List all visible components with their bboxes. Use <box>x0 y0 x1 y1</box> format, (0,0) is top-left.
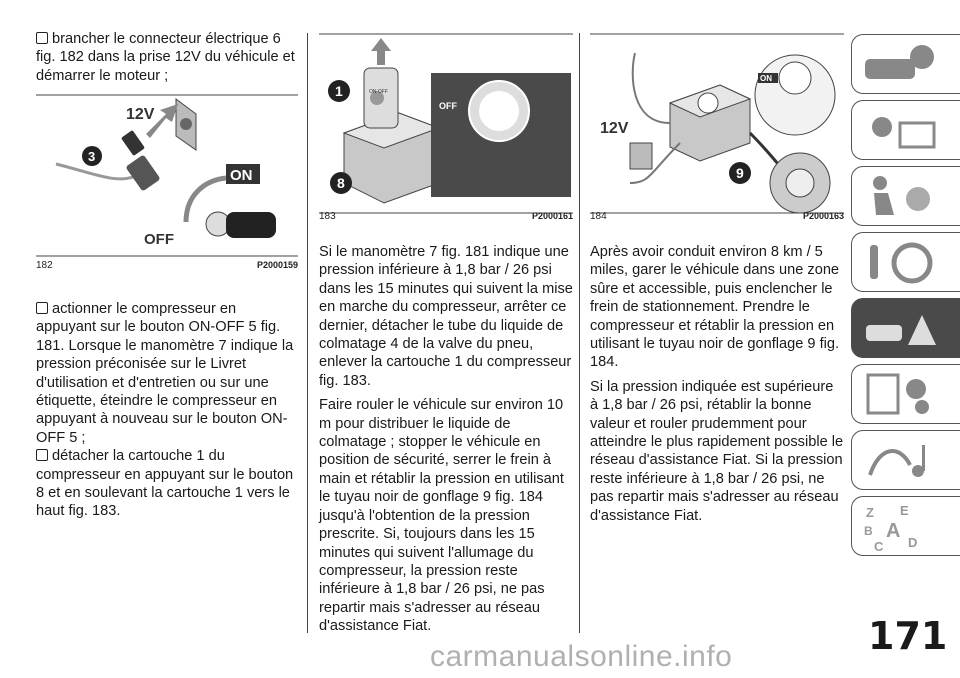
maintenance-icon <box>860 369 940 419</box>
label-on-off: ON OFF <box>369 89 388 95</box>
callout-3: 3 <box>88 149 96 164</box>
tab-seat-airbag[interactable] <box>851 166 960 226</box>
tab-car-info[interactable] <box>851 34 960 94</box>
instruction-cartridge: détacher la cartouche 1 du compresseur en appuyant sur le bouton 8 et en soulevant la cartouche 1 vers le haut fig. 183. <box>36 448 294 520</box>
paragraph-pressure-low: Si le manomètre 7 fig. 181 indique une pression inférieure à 1,8 bar / 26 psi dans les 15 minutes qui suivent la mise en marche du compresseur, arrêter ce dernier, détacher le tube du liquide de colmatage 4 de la valve du pneu, enlever la cartouche 1 du compresseur fig. 183. <box>319 244 573 389</box>
svg-text:D: D <box>908 535 918 550</box>
column-1 <box>36 30 298 91</box>
figure-183: 1 8 OFF ON OFF 183 P2000161 <box>319 33 573 221</box>
svg-text:A: A <box>886 520 901 542</box>
emergency-triangle-icon <box>860 303 940 353</box>
callout-8: 8 <box>337 175 345 191</box>
figure-184: ON 12V 9 184 P2000163 <box>590 33 844 221</box>
column-divider-1 <box>307 33 308 633</box>
tab-emergency[interactable] <box>851 298 960 358</box>
svg-text:C: C <box>874 539 884 554</box>
instruction-compressor: actionner le compresseur en appuyant sur le bouton ON-OFF 5 fig. 181. Lorsque le manomètre 7 indique la pression préconisée sur le Livret d'utilisation et d'entretien ou sur une étiquette, éteindre le compresseur en appuyant à nouveau sur le bouton ON-OFF 5 ; <box>36 301 294 446</box>
column-2 <box>319 243 573 642</box>
callout-1: 1 <box>335 83 343 99</box>
label-off: OFF <box>439 101 457 111</box>
checkbox-bullet-icon <box>36 302 48 314</box>
label-on: ON <box>230 167 253 184</box>
paragraph-pressure-check: Si la pression indiquée est supérieure à 1,8 bar / 26 psi, rétablir la bonne valeur et rouler prudemment pour atteindre le plus rapidement possible le réseau d'assistance Fiat. Si la pression reste inférieure à 1,8 bar / 26 psi, ne pas repartir mais s'adresser au réseau d'assistance Fiat. <box>590 378 844 524</box>
seat-airbag-icon <box>860 171 940 221</box>
svg-text:Z: Z <box>866 505 874 520</box>
callout-9: 9 <box>736 165 744 181</box>
label-off: OFF <box>144 231 174 248</box>
car-info-icon <box>860 39 940 89</box>
tab-steering-wheel[interactable] <box>851 232 960 292</box>
paragraph-drive-10m: Faire rouler le véhicule sur environ 10 m pour distribuer le liquide de colmatage ; stopper le véhicule en position de sécurité, serrer le frein à main et rétablir la pression en utilisant le tuyau noir de gonflage 9 fig. 184 jusqu'à l'obtention de la pression prescrite. Si, toujours dans les 15 minutes qui suivent l'allumage du compresseur, la pression reste inférieure à 1,8 bar / 26 psi, ne pas repartir mais s'adresser au réseau d'assistance Fiat. <box>319 397 564 635</box>
label-12v: 12V <box>126 106 155 123</box>
tab-index[interactable] <box>851 496 960 556</box>
label-12v: 12V <box>600 120 629 137</box>
svg-text:E: E <box>900 503 909 518</box>
figure-182: 12V 3 ON OFF 182 P2000159 <box>36 94 298 264</box>
checkbox-bullet-icon <box>36 32 48 44</box>
dashboard-lights-icon <box>860 105 940 155</box>
label-on: ON <box>760 74 772 83</box>
tab-multimedia[interactable] <box>851 430 960 490</box>
tab-dashboard-lights[interactable] <box>851 100 960 160</box>
checkbox-bullet-icon <box>36 449 48 461</box>
svg-text:B: B <box>864 524 873 538</box>
column-divider-2 <box>579 33 580 633</box>
index-letters-icon <box>860 501 940 555</box>
tab-maintenance[interactable] <box>851 364 960 424</box>
column-3 <box>590 243 844 531</box>
watermark: carmanualsonline.info <box>430 640 733 673</box>
page-number: 171 <box>868 614 948 658</box>
multimedia-icon <box>860 435 940 485</box>
paragraph-after-8km: Après avoir conduit environ 8 km / 5 miles, garer le véhicule dans une zone sûre et accessible, puis enclencher le frein de stationnement. Prendre le compresseur et rétablir la pression en utilisant le tuyau noir de gonflage 9 fig. 184. <box>590 244 840 371</box>
steering-wheel-icon <box>860 237 940 287</box>
column-1-lower <box>36 300 298 527</box>
instruction-connect: brancher le connecteur électrique 6 fig. 182 dans la prise 12V du véhicule et démarrer le moteur ; <box>36 31 295 84</box>
